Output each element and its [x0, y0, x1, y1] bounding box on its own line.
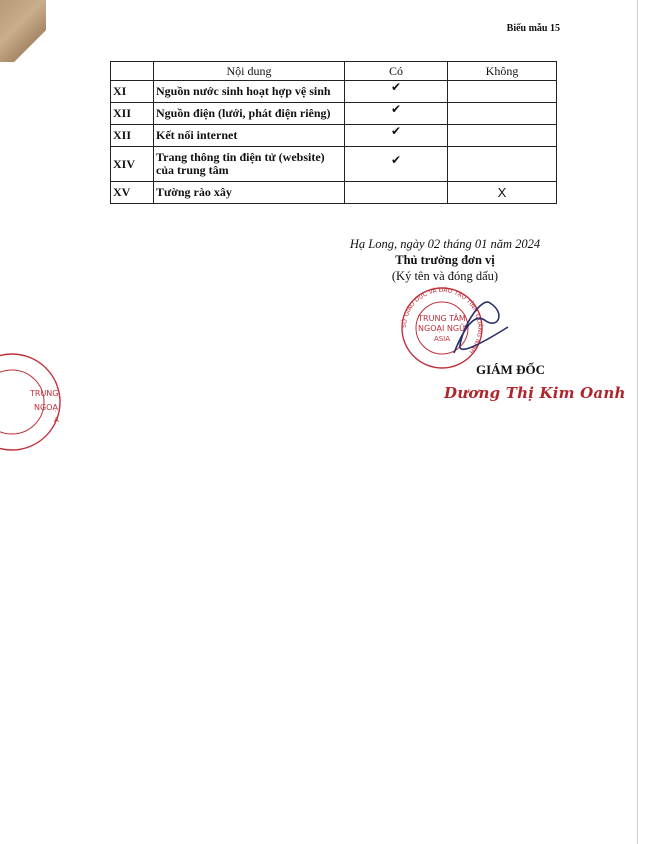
partial-seal-line-3: A — [54, 416, 59, 424]
check-icon: ✔ — [390, 124, 402, 138]
row-number: XIV — [111, 147, 154, 182]
table-row — [111, 103, 557, 125]
signature-block — [330, 236, 560, 284]
column-header-content: Nội dung — [154, 62, 345, 81]
row-no-mark — [448, 103, 557, 125]
check-icon: ✔ — [390, 102, 402, 116]
row-number: XV — [111, 182, 154, 204]
row-content: Tường rào xây — [154, 182, 345, 204]
organization-seal — [386, 283, 516, 373]
column-header-no: Không — [448, 62, 557, 81]
table-row — [111, 147, 557, 182]
row-content: Kết nối internet — [154, 125, 345, 147]
row-content: Trang thông tin điện tử (website) của trung tâm — [154, 147, 345, 182]
table-row — [111, 125, 557, 147]
row-content: Nguồn điện (lưới, phát điện riêng) — [154, 103, 345, 125]
row-no-mark: X — [448, 182, 557, 204]
table-row — [111, 182, 557, 204]
check-icon: ✔ — [390, 80, 402, 94]
seal-ring-text: SỞ GIÁO DỤC VÀ ĐÀO TẠO TỈNH QUẢNG NINH — [400, 286, 484, 355]
row-no-mark — [448, 125, 557, 147]
column-header-number — [111, 62, 154, 81]
row-no-mark — [448, 81, 557, 103]
row-number: XII — [111, 125, 154, 147]
column-header-yes: Có — [345, 62, 448, 81]
signature-instruction: (Ký tên và đóng dấu) — [391, 269, 499, 283]
row-number: XII — [111, 103, 154, 125]
form-label: Biểu mẫu 15 — [506, 23, 560, 34]
row-number: XI — [111, 81, 154, 103]
director-title: GIÁM ĐỐC — [476, 362, 545, 377]
partial-seal-line-1: TRUNG — [30, 389, 59, 398]
seal-text-line-1: TRUNG TÂM — [418, 314, 466, 323]
row-no-mark — [448, 147, 557, 182]
seal-text-line-2: NGOẠI NGỮ — [418, 324, 466, 333]
seal-text-line-3: ASIA — [433, 335, 451, 343]
facilities-table — [110, 61, 557, 204]
row-content: Nguồn nước sinh hoạt hợp vệ sinh — [154, 81, 345, 103]
table-header-row — [111, 62, 557, 81]
wood-background-corner — [0, 0, 46, 62]
check-icon: ✔ — [390, 152, 402, 167]
signature-title: Thủ trưởng đơn vị — [395, 253, 495, 267]
table-row — [111, 81, 557, 103]
signer-name: Dương Thị Kim Oanh — [444, 384, 626, 402]
partial-seal-line-2: NGOẠ — [34, 403, 58, 412]
page-edge — [637, 0, 638, 844]
partial-seal-left — [0, 350, 70, 460]
signature-date: Hạ Long, ngày 02 tháng 01 năm 2024 — [349, 237, 541, 251]
